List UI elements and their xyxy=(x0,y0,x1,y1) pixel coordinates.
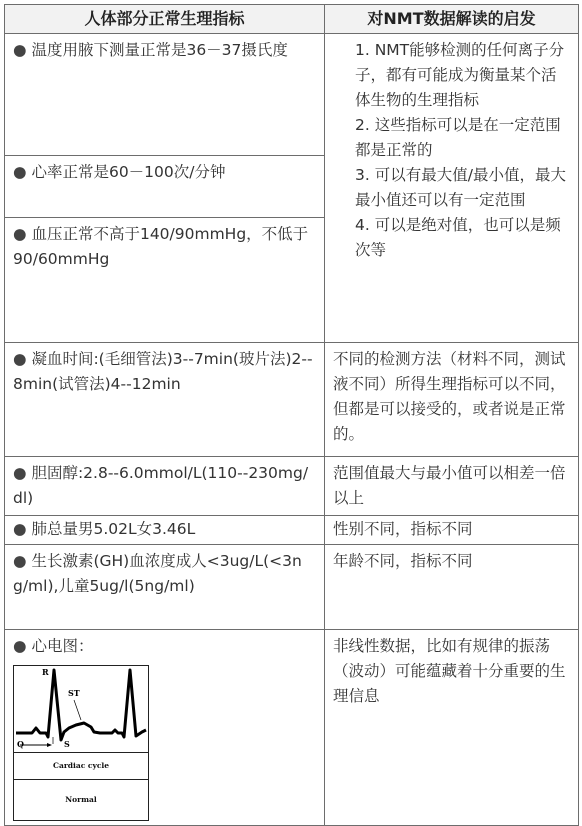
table-cell xyxy=(5,545,325,630)
ecg-label-st: ST xyxy=(68,688,80,698)
table-row xyxy=(5,457,579,516)
table-cell: 年龄不同，指标不同 xyxy=(325,545,579,630)
ecg-caption-normal: Normal xyxy=(14,779,148,820)
row-ecg: ● 心电图： xyxy=(13,637,93,655)
table-row xyxy=(5,343,579,457)
row-lung-capacity: ● 肺总量男5.02L女3.46L xyxy=(13,520,195,538)
row-clotting-time: ● 凝血时间:(毛细管法)3--7min(玻片法)2--8min(试管法)4--12min xyxy=(13,350,313,393)
row-temperature: ● 温度用腋下测量正常是36－37摄氏度 xyxy=(13,41,288,59)
table-cell xyxy=(5,457,325,516)
table-row xyxy=(5,545,579,630)
ecg-figure xyxy=(13,665,149,821)
row-heart-rate: ● 心率正常是60－100次/分钟 xyxy=(13,163,225,181)
table-cell: 非线性数据，比如有规律的振荡（波动）可能蕴藏着十分重要的生理信息 xyxy=(325,630,579,826)
ecg-label-r: R xyxy=(42,667,49,677)
table-cell xyxy=(5,343,325,457)
table-container xyxy=(4,4,579,826)
header-col2: 对NMT数据解读的启发 xyxy=(325,5,579,34)
merged-insight-text: 1. NMT能够检测的任何离子分子，都有可能成为衡量某个活体生物的生理指标 2. 这些指标可以是在一定范围都是正常的 3. 可以有最大值/最小值，最大最小值还可以有一定范围 4. 可以是绝对值，也可以是频次等 xyxy=(355,41,566,259)
row-cholesterol: ● 胆固醇:2.8--6.0mmol/L(110--230mg/dl) xyxy=(13,464,308,507)
physiology-table xyxy=(4,4,579,826)
table-cell xyxy=(5,34,325,156)
table-cell xyxy=(5,516,325,545)
merged-insight-cell xyxy=(325,34,579,343)
table-row xyxy=(5,516,579,545)
row-blood-pressure: ● 血压正常不高于140/90mmHg，不低于90/60mmHg xyxy=(13,225,308,268)
table-cell: 范围值最大与最小值可以相差一倍以上 xyxy=(325,457,579,516)
ecg-label-q: Q xyxy=(17,739,24,749)
table-cell xyxy=(5,218,325,343)
table-row xyxy=(5,630,579,826)
ecg-caption-cycle: Cardiac cycle xyxy=(14,752,148,779)
table-cell xyxy=(5,630,325,826)
table-cell: 性别不同，指标不同 xyxy=(325,516,579,545)
row-growth-hormone: ● 生长激素(GH)血浓度成人<3ug/L(<3ng/ml),儿童5ug/l(5ng/ml) xyxy=(13,552,302,595)
table-cell: 不同的检测方法（材料不同，测试液不同）所得生理指标可以不同，但都是可以接受的，或者说是正常的。 xyxy=(325,343,579,457)
table-cell xyxy=(5,156,325,218)
table-row xyxy=(5,34,579,156)
ecg-waveform xyxy=(14,666,148,752)
table-header-row xyxy=(5,5,579,34)
header-col1: 人体部分正常生理指标 xyxy=(5,5,325,34)
ecg-label-s: S xyxy=(64,739,70,749)
